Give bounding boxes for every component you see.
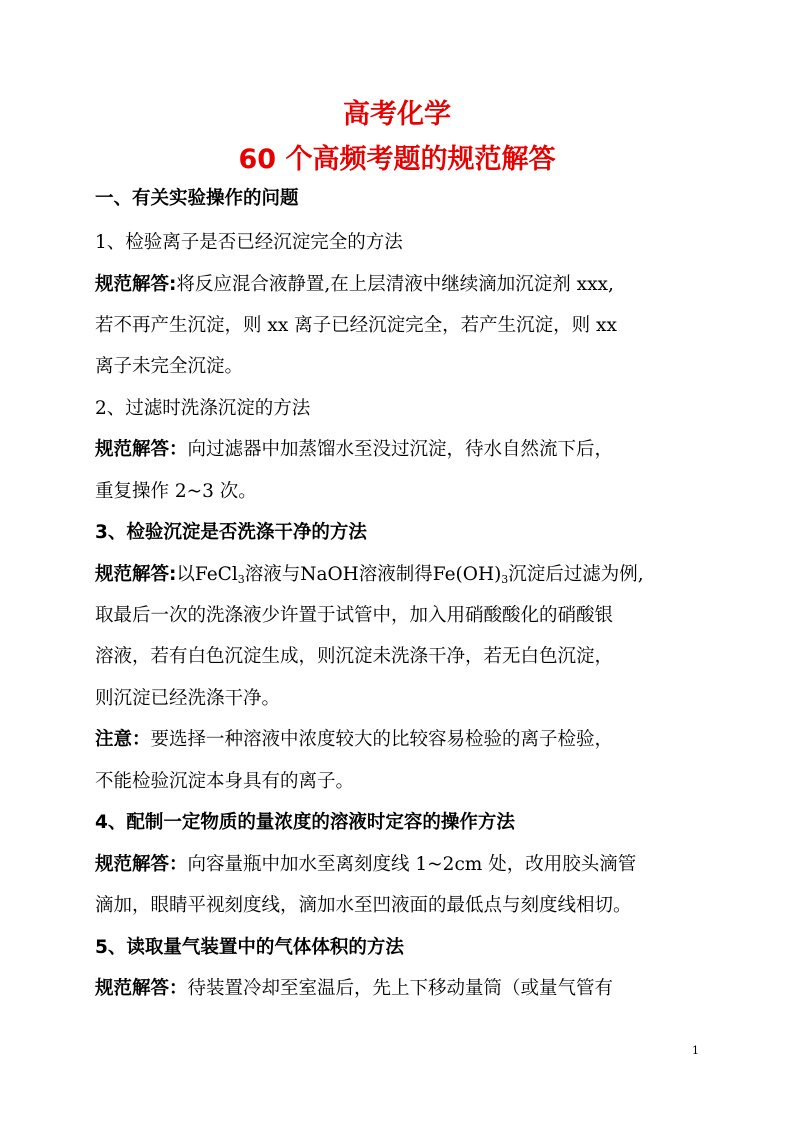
answer-text: 向容量瓶中加水至离刻度线 1~2cm 处，改用胶头滴管	[187, 854, 637, 875]
note-text: 要选择一种溶液中浓度较大的比较容易检验的离子检验，	[150, 729, 614, 750]
answer-text: 待装置冷却至室温后，先上下移动量筒（或量气管有	[187, 978, 614, 999]
title-line-2: 60 个高频考题的规范解答	[238, 144, 556, 175]
subscript: 3	[237, 573, 245, 586]
answer-label: 规范解答：	[95, 978, 188, 999]
q4-heading: 4、配制一定物质的量浓度的溶液时定容的操作方法	[95, 812, 515, 833]
q3-heading: 3、检验沉淀是否洗涤干净的方法	[95, 522, 367, 543]
q3-note-line-1	[95, 727, 715, 753]
answer-label: 规范解答：	[95, 439, 188, 460]
q4-answer-line-1	[95, 852, 715, 878]
note-label: 注意：	[95, 729, 151, 750]
q1-answer-line-1	[95, 272, 715, 298]
subscript: 3	[501, 573, 509, 586]
section-1-heading: 一、有关实验操作的问题	[95, 188, 299, 209]
answer-text-a: 以FeCl	[176, 564, 238, 585]
q2-heading: 2、过滤时洗涤沉淀的方法	[95, 398, 311, 419]
title-line-1: 高考化学	[343, 99, 451, 130]
answer-text: 向过滤器中加蒸馏水至没过沉淀，待水自然流下后，	[187, 439, 614, 460]
answer-label: 规范解答:	[95, 564, 177, 585]
q4-answer-line-2: 滴加，眼睛平视刻度线，滴加水至凹液面的最低点与刻度线相切。	[95, 895, 632, 916]
q3-answer-line-2: 取最后一次的洗涤液少许置于试管中，加入用硝酸酸化的硝酸银	[95, 605, 614, 626]
answer-text-b: 溶液与NaOH溶液制得Fe(OH)	[244, 564, 502, 585]
q5-answer-line-1	[95, 976, 715, 1002]
q3-answer-line-3: 溶液，若有白色沉淀生成，则沉淀未洗涤干净，若无白色沉淀，	[95, 646, 614, 667]
q2-answer-line-2: 重复操作 2~3 次。	[95, 481, 257, 502]
q3-answer-line-1	[95, 562, 715, 588]
q1-answer-line-2: 若不再产生沉淀，则 xx 离子已经沉淀完全，若产生沉淀，则 xx	[95, 315, 617, 336]
q3-note-line-2: 不能检验沉淀本身具有的离子。	[95, 771, 355, 792]
q1-answer-line-3: 离子未完全沉淀。	[95, 356, 244, 377]
page-number: 1	[692, 1044, 699, 1057]
answer-label: 规范解答：	[95, 854, 188, 875]
q2-answer-line-1	[95, 437, 715, 463]
answer-label: 规范解答:	[95, 274, 177, 295]
q1-heading: 1、检验离子是否已经沉淀完全的方法	[95, 232, 403, 253]
answer-text-c: 沉淀后过滤为例,	[508, 564, 644, 585]
q5-heading: 5、读取量气装置中的气体体积的方法	[95, 937, 404, 958]
q3-answer-line-4: 则沉淀已经洗涤干净。	[95, 688, 281, 709]
answer-text: 将反应混合液静置,在上层清液中继续滴加沉淀剂 xxx,	[176, 274, 614, 295]
